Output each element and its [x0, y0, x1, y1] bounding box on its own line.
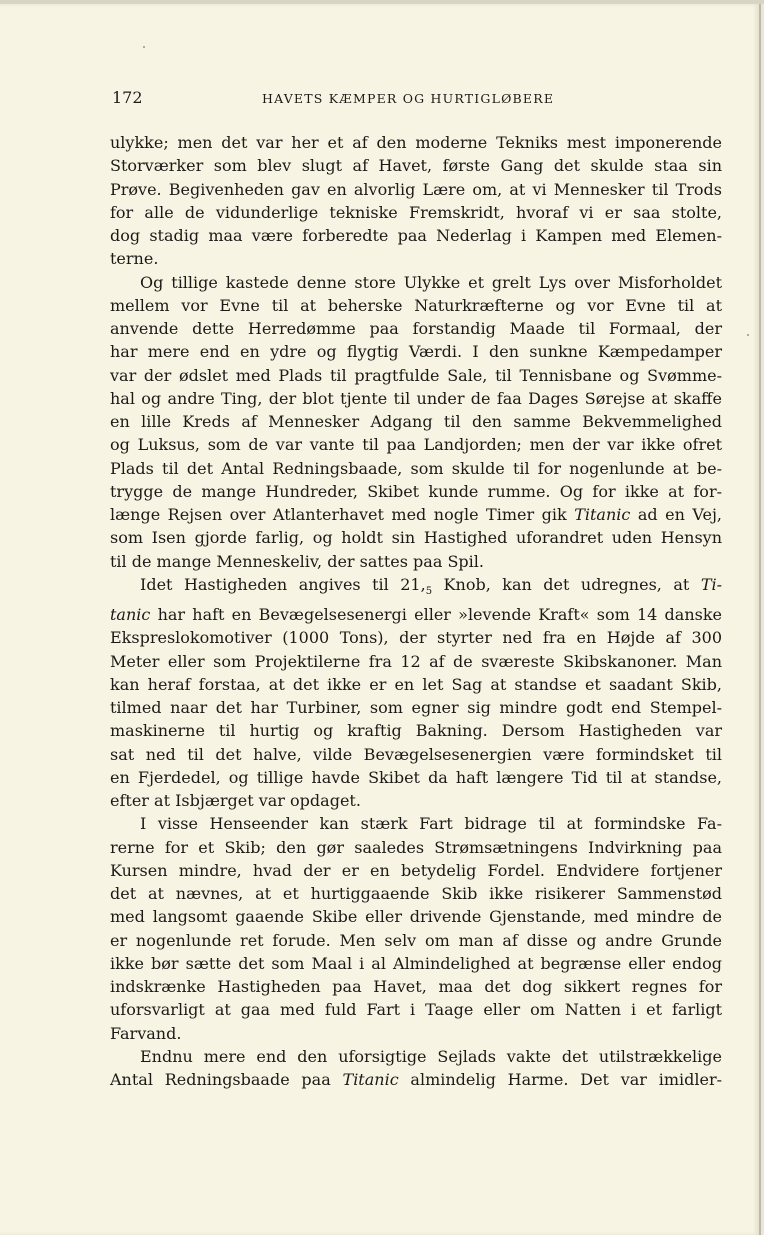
text-line: hal og andre Ting, der blot tjente til under de faa Dages Sørejse at skaffe [110, 388, 722, 408]
paper-speck [747, 334, 749, 336]
text-line: tanic har haft en Bevægelsesenergi eller »levende Kraft« som 14 danske [110, 605, 722, 625]
ship-name: tanic [110, 605, 151, 625]
text-line: for alle de vidunderlige tekniske Fremskridt, hvoraf vi er saa stolte, [110, 202, 722, 222]
text-line: Ekspreslokomotiver (1000 Tons), der styrter ned fra en Højde af 300 [110, 628, 722, 648]
text-line: terne. [110, 249, 159, 269]
page-header [112, 88, 722, 112]
text-line: Kursen mindre, hvad der er en betydelig Fordel. Endvidere fortjener [110, 860, 722, 880]
text-line: ulykke; men det var her et af den moderne Tekniks mest imponerende [110, 133, 722, 152]
paper-speck [143, 46, 145, 48]
text-line: I visse Henseender kan stærk Fart bidrage til at formindske Fa- [140, 814, 722, 834]
text-line: til de mange Menneskeliv, der sattes paa Spil. [110, 551, 484, 571]
page-number: 172 [112, 88, 143, 107]
text-line: Antal Redningsbaade paa Titanic almindelig Harme. Det var imidler- [110, 1070, 722, 1090]
text-line: Plads til det Antal Redningsbaade, som skulde til for nogenlunde at be- [110, 458, 722, 478]
text-line: mellem vor Evne til at beherske Naturkræfterne og vor Evne til at [110, 295, 722, 315]
text-line: en Fjerdedel, og tillige havde Skibet da haft længere Tid til at standse, [110, 767, 722, 787]
text-line: længe Rejsen over Atlanterhavet med nogle Timer gik Titanic ad en Vej, [110, 505, 722, 524]
text-line: uforsvarligt at gaa med fuld Fart i Taage eller om Natten i et farligt [110, 1000, 722, 1020]
text-line: tilmed naar det har Turbiner, som egner sig mindre godt end Stempel- [110, 698, 722, 718]
text-line: maskinerne til hurtig og kraftig Bakning. Dersom Hastigheden var [110, 721, 722, 741]
text-line: som Isen gjorde farlig, og holdt sin Hastighed uforandret uden Hensyn [110, 528, 722, 548]
text-line: kan heraf forstaa, at det ikke er en let Sag at standse et saadant Skib, [110, 674, 722, 694]
text-line: sat ned til det halve, vilde Bevægelsesenergien være formindsket til [110, 744, 722, 764]
text-line: anvende dette Herredømme paa forstandig Maade til Formaal, der [110, 319, 722, 338]
text-line: og Luksus, som de var vante til paa Landjorden; men der var ikke ofret [110, 435, 722, 455]
text-line: ikke bør sætte det som Maal i al Almindelighed at begrænse eller endog [110, 953, 722, 973]
running-head: HAVETS KÆMPER OG HURTIGLØBERE [262, 91, 555, 106]
ship-name: Titanic [342, 1070, 399, 1090]
subscript: 5 [425, 585, 433, 597]
text-line: rerne for et Skib; den gør saaledes Strømsætningens Indvirkning paa [110, 837, 722, 857]
text-line: var der ødslet med Plads til pragtfulde Sale, til Tennisbane og Svømme- [110, 365, 722, 385]
body-text [110, 131, 722, 1091]
text-line: Og tillige kastede denne store Ulykke et grelt Lys over Misforholdet [140, 272, 722, 292]
text-line: det at nævnes, at et hurtiggaaende Skib ikke risikerer Sammenstød [110, 884, 722, 904]
ship-name: Titanic [574, 505, 631, 524]
text-line: dog stadig maa være forberedte paa Nederlag i Kampen med Elemen- [110, 226, 722, 245]
text-line: er nogenlunde ret forude. Men selv om man af disse og andre Grunde [110, 930, 722, 950]
ship-name: Ti- [700, 574, 723, 594]
text-line: med langsomt gaaende Skibe eller drivende Gjenstande, med mindre de [110, 907, 722, 927]
text-line: trygge de mange Hundreder, Skibet kunde rumme. Og for ikke at for- [110, 481, 722, 501]
text-line: Storværker som blev slugt af Havet, første Gang det skulde staa sin [110, 156, 722, 176]
text-line: Idet Hastigheden angives til $21,_5$ Knob, kan det udregnes, at Ti- [140, 574, 723, 597]
text-line: Prøve. Begivenheden gav en alvorlig Lære om, at vi Mennesker til Trods [110, 179, 722, 199]
text-line: indskrænke Hastigheden paa Havet, maa det dog sikkert regnes for [110, 977, 722, 997]
text-line: efter at Isbjærget var opdaget. [110, 791, 361, 811]
text-line: Endnu mere end den uforsigtige Sejlads vakte det utilstrækkelige [140, 1046, 722, 1066]
text-line: en lille Kreds af Mennesker Adgang til den samme Bekvemmelighed [110, 412, 722, 431]
text-line: Farvand. [110, 1023, 182, 1043]
text-line: har mere end en ydre og flygtig Værdi. I den sunkne Kæmpedamper [110, 342, 722, 362]
text-line: Meter eller som Projektilerne fra 12 af de sværeste Skibskanoner. Man [110, 651, 722, 671]
